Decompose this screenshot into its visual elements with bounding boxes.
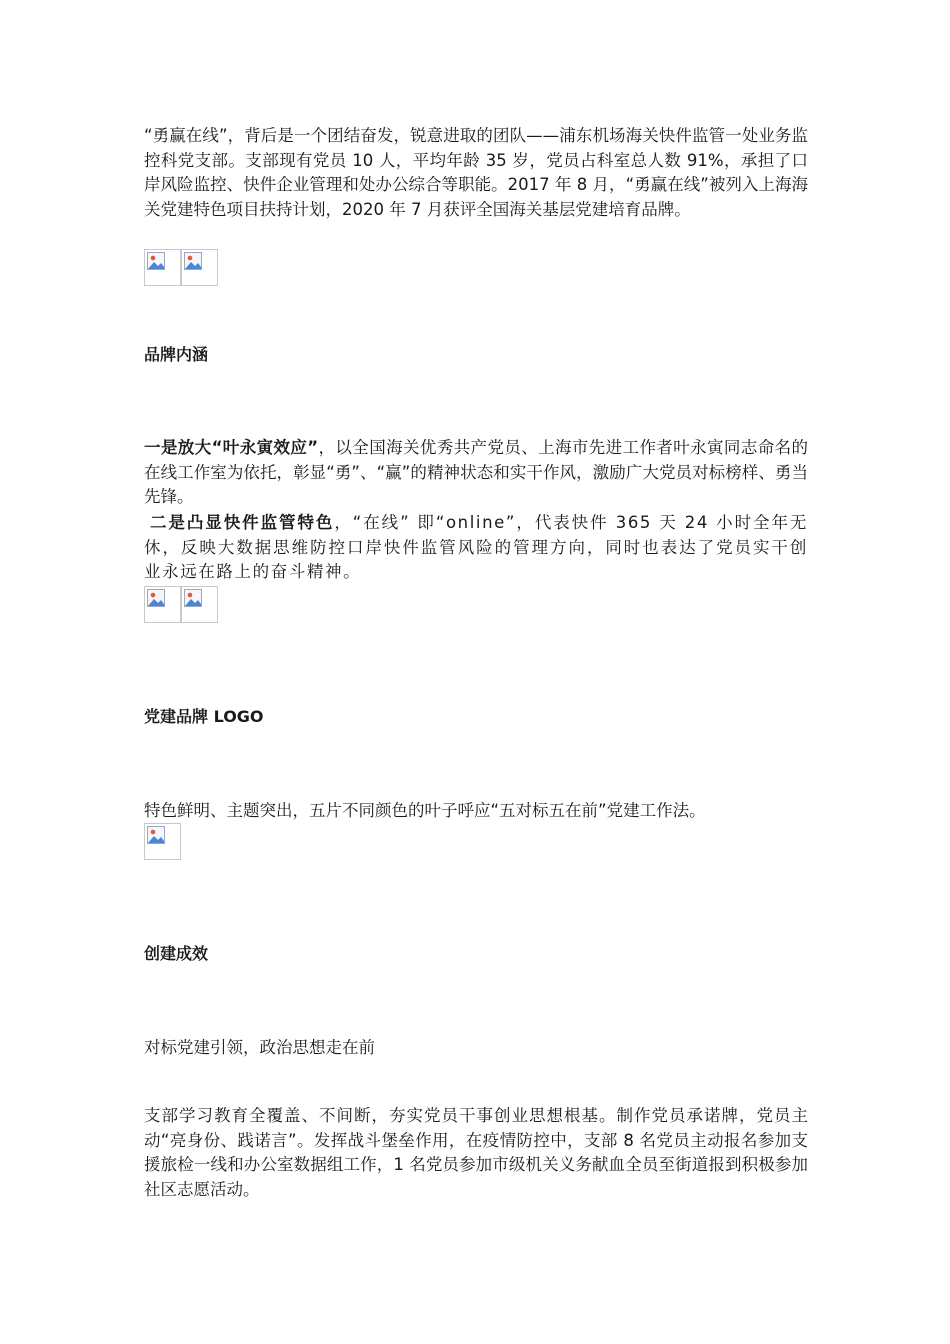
results-paragraph: 支部学习教育全覆盖、不间断，夯实党员干事创业思想根基。制作党员承诺牌，党员主动“亮身份、践诺言”。发挥战斗堡垒作用，在疫情防控中，支部 8 名党员主动报名参加支援旅检一线和办公室数据组工作，1 名党员参加市级机关义务献血全员至街道报到积极参加社区志愿活动。	[144, 1106, 808, 1199]
broken-image-icon	[144, 586, 181, 623]
heading-brand-connotation: 品牌内涵	[144, 345, 209, 364]
brand-paragraph-1	[144, 436, 808, 510]
logo-paragraph: 特色鲜明、主题突出，五片不同颜色的叶子呼应“五对标五在前”党建工作法。	[144, 801, 706, 820]
heading-results: 创建成效	[144, 944, 209, 963]
results-subheading: 对标党建引领，政治思想走在前	[144, 1038, 375, 1057]
brand-paragraph-2-body: ，“在线” 即“online”，代表快件 365 天 24 小时全年无休，反映大数据思维防控口岸快件监管风险的管理方向，同时也表达了党员实干创业永远在路上的奋斗精神。	[144, 513, 808, 581]
broken-image-icon	[181, 586, 218, 623]
intro-paragraph: “勇赢在线”，背后是一个团结奋发，锐意进取的团队——浦东机场海关快件监管一处业务监控科党支部。支部现有党员 10 人，平均年龄 35 岁，党员占科室总人数 91%，承担了口岸风险监控、快件企业管理和处办公综合等职能。2017 年 8 月，“勇赢在线”被列入上海海关党建特色项目扶持计划，2020 年 7 月获评全国海关基层党建培育品牌。	[144, 126, 808, 219]
broken-image-icon	[144, 823, 181, 860]
heading-party-logo: 党建品牌 LOGO	[144, 707, 264, 726]
image-row-1	[144, 249, 218, 287]
image-row-3	[144, 823, 181, 861]
brand-paragraph-2	[144, 511, 808, 585]
brand-paragraph-1-lead: 一是放大“叶永寅效应”	[144, 438, 319, 457]
brand-paragraph-1-body: ，以全国海关优秀共产党员、上海市先进工作者叶永寅同志命名的在线工作室为依托，彰显“勇”、“赢”的精神状态和实干作风，激励广大党员对标榜样、勇当先锋。	[144, 438, 808, 506]
image-row-2	[144, 586, 218, 624]
broken-image-icon	[144, 249, 181, 286]
broken-image-icon	[181, 249, 218, 286]
brand-paragraph-2-lead: 二是凸显快件监管特色	[150, 513, 335, 532]
